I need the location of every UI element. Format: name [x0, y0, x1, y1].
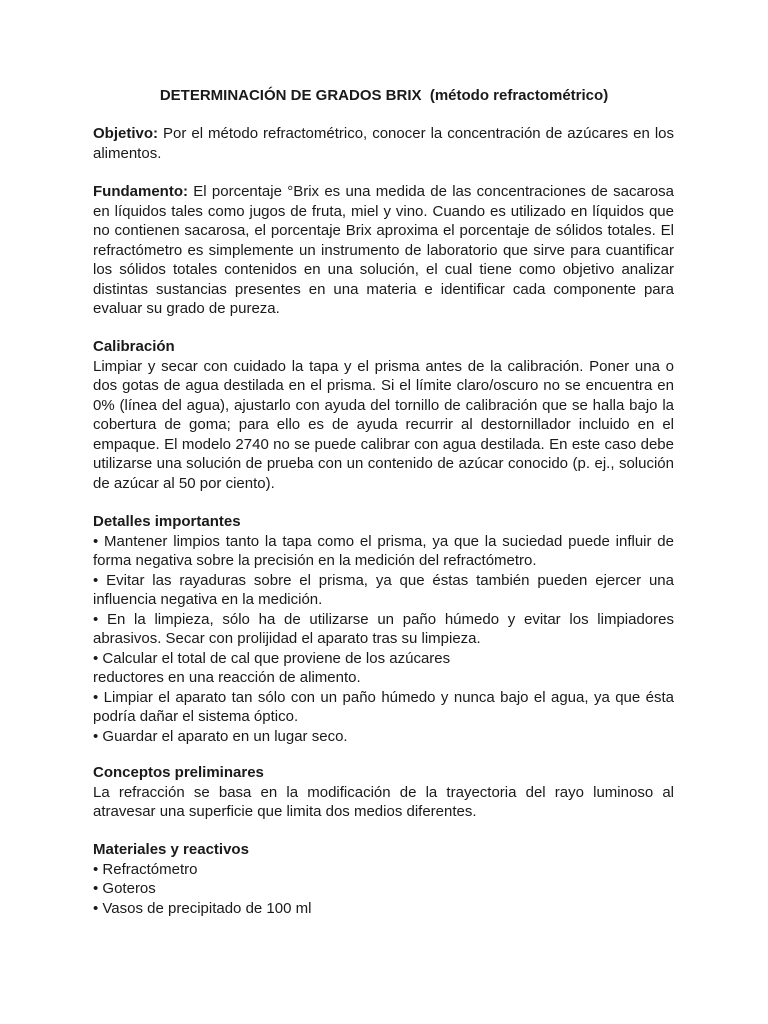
calibracion-section: [93, 337, 674, 493]
materiales-section: [93, 840, 674, 918]
conceptos-heading: Conceptos preliminares: [93, 764, 264, 781]
conceptos-text: La refracción se basa en la modificación de la trayectoria del rayo luminoso al atravesar una superficie que limita dos medios diferentes.: [93, 783, 674, 820]
fundamento-text: El porcentaje °Brix es una medida de las concentraciones de sacarosa en líquidos tales como jugos de fruta, miel y vino. Cuando es utilizado en líquidos que no contienen sacarosa, el porcentaje Brix aproxima el porcentaje de sólidos totales. El refractómetro es simplemente un instrumento de laboratorio que sirve para cuantificar los sólidos totales contenidos en una solución, el cual tiene como objetivo analizar distintas sustancias presentes en una materia e identificar cada componente para evaluar su grado de pureza.: [93, 183, 674, 317]
fundamento-label: Fundamento:: [93, 183, 188, 200]
list-item: • Calcular el total de cal que proviene de los azúcares: [93, 649, 451, 667]
objetivo-label: Objetivo:: [93, 125, 159, 142]
list-item: • En la limpieza, sólo ha de utilizarse un paño húmedo y evitar los limpiadores abrasivos. Secar con prolijidad el aparato tras su limpieza.: [93, 610, 674, 647]
list-item: • Mantener limpios tanto la tapa como el prisma, ya que la suciedad puede influir de forma negativa sobre la precisión en la medición del refractómetro.: [93, 532, 674, 569]
detalles-heading: Detalles importantes: [93, 513, 241, 530]
objetivo-paragraph: [93, 124, 674, 163]
list-item: • Guardar el aparato en un lugar seco.: [93, 727, 348, 745]
list-item: • Vasos de precipitado de 100 ml: [93, 899, 312, 917]
detalles-section: [93, 512, 674, 746]
document-title: DETERMINACIÓN DE GRADOS BRIX (método refractométrico): [159, 87, 609, 104]
list-item: • Evitar las rayaduras sobre el prisma, ya que éstas también pueden ejercer una influencia negativa en la medición.: [93, 571, 674, 608]
calibracion-text: Limpiar y secar con cuidado la tapa y el prisma antes de la calibración. Poner una o dos gotas de agua destilada en el prisma. Si el límite claro/oscuro no se encuentra en 0% (línea del agua), ajustarlo con ayuda del tornillo de calibración que se halla bajo la cobertura de goma; para ello es de ayuda recurrir al destornillador incluido en el empaque. El modelo 2740 no se puede calibrar con agua destilada. En este caso debe utilizarse una solución de prueba con un contenido de azúcar conocido (p. ej., solución de azúcar al 50 por ciento).: [93, 357, 674, 492]
conceptos-section: [93, 763, 674, 822]
calibracion-heading: Calibración: [93, 338, 175, 355]
list-item: • Limpiar el aparato tan sólo con un paño húmedo y nunca bajo el agua, ya que ésta podría dañar el sistema óptico.: [93, 688, 674, 725]
list-item: reductores en una reacción de alimento.: [93, 669, 361, 686]
list-item: • Goteros: [93, 880, 156, 897]
objetivo-text: Por el método refractométrico, conocer la concentración de azúcares en los alimentos.: [93, 125, 674, 162]
fundamento-paragraph: [93, 182, 674, 319]
list-item: • Refractómetro: [93, 860, 198, 878]
materiales-heading: Materiales y reactivos: [93, 841, 249, 858]
